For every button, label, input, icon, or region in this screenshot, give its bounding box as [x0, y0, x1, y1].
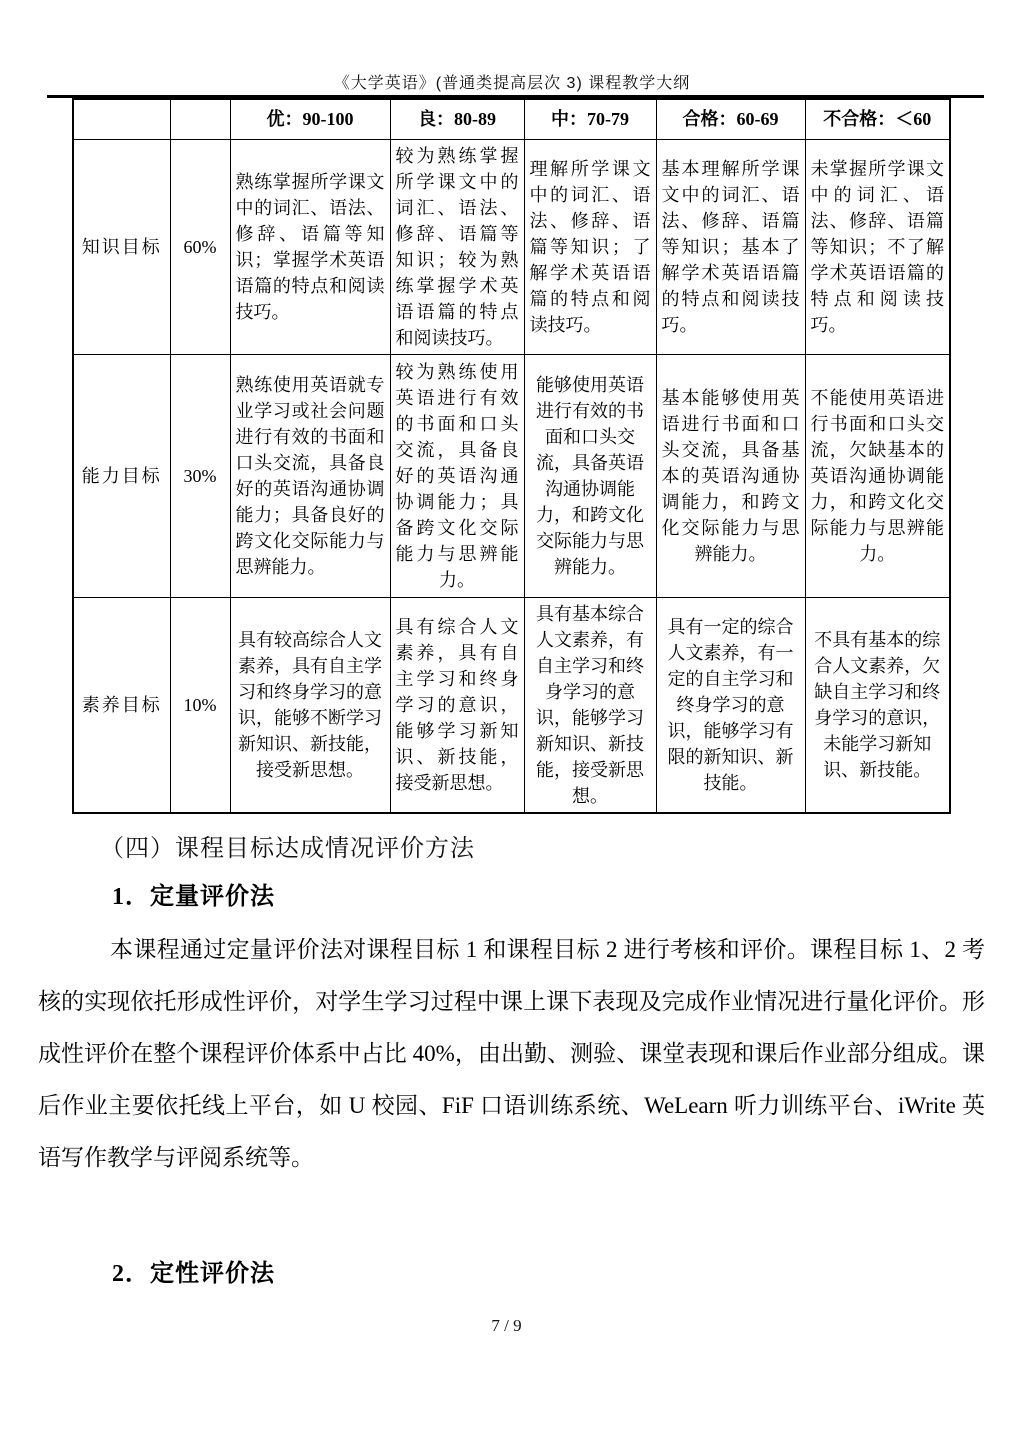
criteria-cell: 能够使用英语进行有效的书面和口头交流，具备英语沟通协调能力，和跨文化交际能力与思辨能力。 — [524, 354, 656, 597]
table-row-ability — [73, 354, 950, 597]
criteria-cell: 具有综合人文素养，具有自主学习和终身学习的意识，能够学习新知识、新技能，接受新思想。 — [390, 597, 524, 813]
criteria-cell: 理解所学课文中的词汇、语法、修辞、语篇等知识；了解学术英语语篇的特点和阅读技巧。 — [524, 139, 656, 354]
criteria-cell: 具有基本综合人文素养，有自主学习和终身学习的意识，能够学习新知识、新技能，接受新思想。 — [524, 597, 656, 813]
criteria-cell: 未掌握所学课文中的词汇、语法、修辞、语篇等知识；不了解学术英语语篇的特点和阅读技巧。 — [805, 139, 950, 354]
page-number: 7 / 9 — [491, 1316, 522, 1335]
objective-label: 能力目标 — [73, 354, 170, 597]
objective-weight: 30% — [170, 354, 230, 597]
table-row-literacy — [73, 597, 950, 813]
grade-header-good: 良：80-89 — [390, 99, 524, 139]
criteria-cell: 基本理解所学课文中的词汇、语法、修辞、语篇等知识；基本了解学术英语语篇的特点和阅读技巧。 — [656, 139, 805, 354]
document-header-title: 《大学英语》(普通类提高层次 3) 课程教学大纲 — [333, 75, 691, 92]
objective-label: 知识目标 — [73, 139, 170, 354]
grade-header-medium: 中：70-79 — [524, 99, 656, 139]
criteria-cell: 具有较高综合人文素养，具有自主学习和终身学习的意识，能够不断学习新知识、新技能，接受新思想。 — [230, 597, 390, 813]
objective-label: 素养目标 — [73, 597, 170, 813]
criteria-cell: 不具有基本的综合人文素养，欠缺自主学习和终身学习的意识，未能学习新知识、新技能。 — [805, 597, 950, 813]
subsection-heading-quantitative: 1．定量评价法 — [112, 884, 275, 910]
corner-cell — [170, 99, 230, 139]
grade-header-fail: 不合格：＜60 — [805, 99, 950, 139]
grade-header-pass: 合格：60-69 — [656, 99, 805, 139]
objective-weight: 60% — [170, 139, 230, 354]
criteria-cell: 基本能够使用英语进行书面和口头交流，具备基本的英语沟通协调能力，和跨文化交际能力与思辨能力。 — [656, 354, 805, 597]
corner-cell — [73, 99, 170, 139]
criteria-cell: 较为熟练使用英语进行有效的书面和口头交流，具备良好的英语沟通协调能力；具备跨文化交际能力与思辨能力。 — [390, 354, 524, 597]
criteria-cell: 具有一定的综合人文素养，有一定的自主学习和终身学习的意识，能够学习有限的新知识、新技能。 — [656, 597, 805, 813]
quantitative-evaluation-paragraph: 本课程通过定量评价法对课程目标 1 和课程目标 2 进行考核和评价。课程目标 1、2 考核的实现依托形成性评价，对学生学习过程中课上课下表现及完成作业情况进行量化评价。形成性评价在整个课程评价体系中占比 40%，由出勤、测验、课堂表现和课后作业部分组成。课后作业主要依托线上平台，如 U 校园、FiF 口语训练系统、WeLearn 听力训练平台、iWrite 英语写作教学与评阅系统等。 — [38, 937, 985, 1170]
criteria-cell: 熟练掌握所学课文中的词汇、语法、修辞、语篇等知识；掌握学术英语语篇的特点和阅读技巧。 — [230, 139, 390, 354]
section-heading-4: （四）课程目标达成情况评价方法 — [100, 836, 475, 862]
table-header-row — [73, 99, 950, 139]
criteria-cell: 不能使用英语进行书面和口头交流，欠缺基本的英语沟通协调能力，和跨文化交际能力与思辨能力。 — [805, 354, 950, 597]
grade-header-excellent: 优：90-100 — [230, 99, 390, 139]
objective-weight: 10% — [170, 597, 230, 813]
subsection-heading-qualitative: 2．定性评价法 — [112, 1261, 275, 1287]
criteria-cell: 熟练使用英语就专业学习或社会问题进行有效的书面和口头交流，具备良好的英语沟通协调能力；具备良好的跨文化交际能力与思辨能力。 — [230, 354, 390, 597]
criteria-cell: 较为熟练掌握所学课文中的词汇、语法、修辞、语篇等知识；较为熟练掌握学术英语语篇的特点和阅读技巧。 — [390, 139, 524, 354]
table-row-knowledge — [73, 139, 950, 354]
grading-criteria-table — [72, 98, 951, 814]
